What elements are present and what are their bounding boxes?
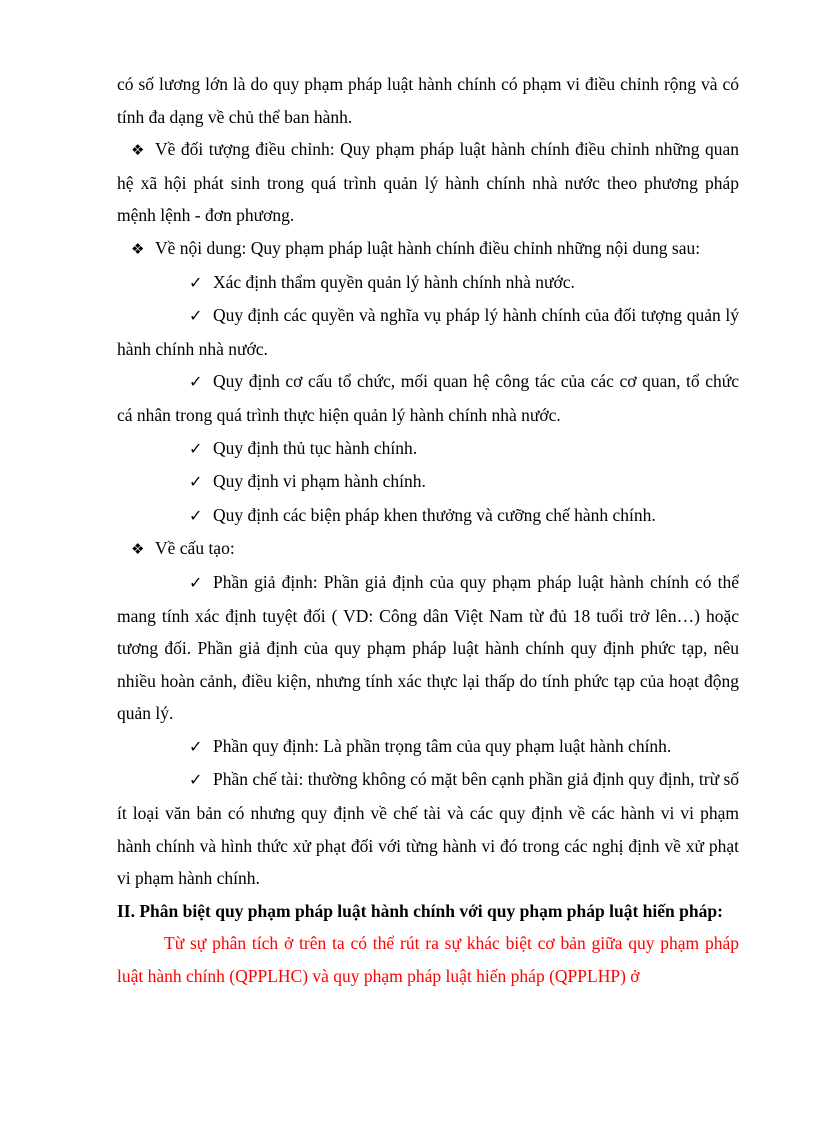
check-text: Quy định vi phạm hành chính. — [213, 471, 426, 492]
check-text: Quy định các biện pháp khen thưởng và cưỡng chế hành chính. — [213, 504, 656, 525]
diamond-bullet-icon: ❖ — [131, 540, 145, 559]
bullet-text: Về đối tượng điều chỉnh: Quy phạm pháp luật hành chính điều chỉnh những quan hệ xã hội phát sinh trong quá trình quản lý hành chính nhà nước theo phương pháp mệnh lệnh - đơn phương. — [117, 139, 739, 226]
check-item-2 — [117, 299, 739, 365]
paragraph-intro: có số lương lớn là do quy phạm pháp luật hành chính có phạm vi điều chỉnh rộng và có tính đa dạng về chủ thể ban hành. — [117, 74, 739, 127]
check-item-quy-dinh — [117, 730, 739, 764]
checkmark-icon: ✓ — [189, 306, 203, 326]
checkmark-icon: ✓ — [189, 736, 203, 756]
check-item-gia-dinh — [117, 566, 739, 730]
checkmark-icon: ✓ — [189, 272, 203, 292]
check-item-1 — [117, 266, 739, 300]
check-text: Quy định thủ tục hành chính. — [213, 437, 418, 458]
bullet-noi-dung — [117, 232, 739, 266]
diamond-bullet-icon: ❖ — [131, 239, 145, 258]
checkmark-icon: ✓ — [189, 572, 203, 592]
check-item-6 — [117, 499, 739, 533]
diamond-bullet-icon: ❖ — [131, 141, 145, 160]
bullet-doi-tuong — [117, 133, 739, 232]
document-page — [117, 68, 739, 993]
check-text: Phần quy định: Là phần trọng tâm của quy phạm luật hành chính. — [213, 735, 672, 756]
check-text: Quy định các quyền và nghĩa vụ pháp lý hành chính của đối tượng quản lý hành chính nhà nước. — [117, 305, 739, 359]
check-item-5 — [117, 465, 739, 499]
highlighted-paragraph: Từ sự phân tích ở trên ta có thể rút ra sự khác biệt cơ bản giữa quy phạm pháp luật hành chính (QPPLHC) và quy phạm pháp luật hiến pháp (QPPLHP) ở — [117, 933, 739, 987]
checkmark-icon: ✓ — [189, 472, 203, 492]
check-item-che-tai — [117, 763, 739, 894]
check-text: Phần chế tài: thường không có mặt bên cạnh phần giả định quy định, trừ số ít loại văn bản có nhưng quy định về chế tài và các quy định về các hành vi vi phạm hành chính và hình thức xử phạt đối với từng hành vi đó trong các nghị định về xử phạt vi phạm hành chính. — [117, 769, 739, 889]
checkmark-icon: ✓ — [189, 505, 203, 525]
checkmark-icon: ✓ — [189, 438, 203, 458]
bullet-text: Về cấu tạo: — [155, 538, 235, 559]
check-text: Phần giả định: Phần giả định của quy phạm pháp luật hành chính có thể mang tính xác định tuyệt đối ( VD: Công dân Việt Nam từ đủ 18 tuổi trở lên…) hoặc tương đối. Phần giả định của quy phạm pháp luật hành chính quy định phức tạp, nêu nhiều hoàn cảnh, điều kiện, nhưng tính xác thực lại thấp do tính phức tạp của hoạt động quản lý. — [117, 571, 739, 724]
check-item-3 — [117, 365, 739, 431]
checkmark-icon: ✓ — [189, 372, 203, 392]
check-item-4 — [117, 432, 739, 466]
section-heading: II. Phân biệt quy phạm pháp luật hành chính với quy phạm pháp luật hiến pháp: — [117, 900, 723, 921]
bullet-text: Về nội dung: Quy phạm pháp luật hành chính điều chỉnh những nội dung sau: — [155, 237, 701, 258]
check-text: Quy định cơ cấu tổ chức, mối quan hệ công tác của các cơ quan, tổ chức cá nhân trong quá trình thực hiện quản lý hành chính nhà nước. — [117, 371, 739, 425]
bullet-cau-tao — [117, 532, 739, 566]
checkmark-icon: ✓ — [189, 770, 203, 790]
check-text: Xác định thẩm quyền quản lý hành chính nhà nước. — [213, 271, 575, 292]
